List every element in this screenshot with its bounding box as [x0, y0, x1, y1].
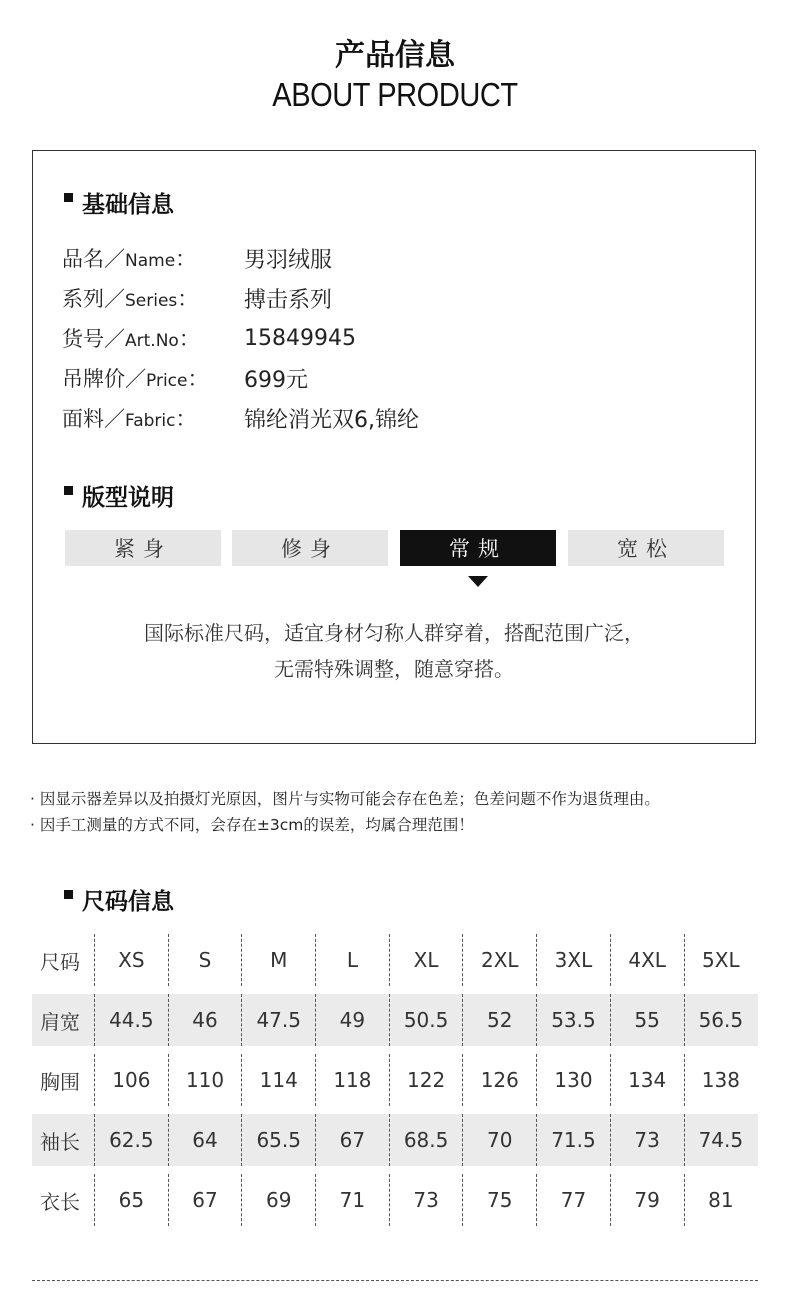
table-cell: 50.5: [389, 994, 463, 1046]
table-cell: 52: [462, 994, 536, 1046]
table-cell: 56.5: [684, 994, 758, 1046]
table-cell: 71: [315, 1174, 389, 1226]
table-cell: 73: [610, 1114, 684, 1166]
fit-description-line-1: 国际标准尺码，适宜身材匀称人群穿着，搭配范围广泛，: [144, 621, 644, 645]
table-cell: 67: [168, 1174, 242, 1226]
fit-option-regular: 常规: [400, 530, 556, 566]
table-cell: 65.5: [241, 1114, 315, 1166]
table-row: [32, 1170, 758, 1230]
table-cell: 110: [168, 1054, 242, 1106]
spec-row-fabric: [62, 402, 419, 434]
table-cell: 126: [462, 1054, 536, 1106]
table-cell: 81: [684, 1174, 758, 1226]
spec-row-series: [62, 282, 332, 314]
square-bullet-icon: [64, 890, 73, 899]
spec-row-name: [62, 242, 332, 274]
table-cell: 77: [536, 1174, 610, 1226]
spec-value: 699元: [244, 367, 308, 393]
spec-label: 货号／Art.No：: [62, 327, 200, 351]
fit-option-loose: 宽松: [568, 530, 724, 566]
table-row: [32, 1050, 758, 1110]
size-header-cell: 3XL: [536, 934, 610, 986]
page-title-en: ABOUT PRODUCT: [272, 76, 518, 113]
table-cell: 55: [610, 994, 684, 1046]
table-cell: 134: [610, 1054, 684, 1106]
row-label: 衣长: [40, 1189, 80, 1214]
spec-value: 15849945: [244, 325, 356, 351]
spec-value: 锦纶消光双6,锦纶: [244, 407, 419, 433]
table-cell: 71.5: [536, 1114, 610, 1166]
size-info-heading: 尺码信息: [64, 883, 174, 916]
spec-row-art-no: [62, 322, 356, 354]
table-cell: 69: [241, 1174, 315, 1226]
size-header-cell: L: [315, 934, 389, 986]
table-cell: 62.5: [94, 1114, 168, 1166]
table-cell: 44.5: [94, 994, 168, 1046]
fit-description-line-2: 无需特殊调整，随意穿搭。: [274, 657, 514, 681]
spec-label: 面料／Fabric：: [62, 407, 197, 431]
size-header-cell: 2XL: [462, 934, 536, 986]
size-header-cell: 4XL: [610, 934, 684, 986]
table-cell: 68.5: [389, 1114, 463, 1166]
square-bullet-icon: [64, 486, 73, 495]
table-cell: 46: [168, 994, 242, 1046]
table-cell: 114: [241, 1054, 315, 1106]
table-cell: 130: [536, 1054, 610, 1106]
table-cell: 79: [610, 1174, 684, 1226]
triangle-down-icon: [468, 576, 488, 587]
size-table: [32, 930, 758, 1230]
table-cell: 64: [168, 1114, 242, 1166]
table-cell: 74.5: [684, 1114, 758, 1166]
fit-option-slim: 修身: [232, 530, 388, 566]
spec-value: 男羽绒服: [244, 247, 333, 273]
size-header-row: [32, 930, 758, 990]
table-cell: 73: [389, 1174, 463, 1226]
table-row: [32, 1114, 758, 1166]
page-title-cn: 产品信息: [335, 38, 455, 73]
table-cell: 70: [462, 1114, 536, 1166]
size-header-label: 尺码: [40, 949, 80, 974]
spec-label: 品名／Name：: [62, 247, 197, 271]
table-cell: 75: [462, 1174, 536, 1226]
size-header-cell: XL: [389, 934, 463, 986]
spec-label: 吊牌价／Price：: [62, 367, 209, 391]
row-label: 胸围: [40, 1069, 80, 1094]
spec-row-price: [62, 362, 308, 394]
fit-heading: 版型说明: [64, 479, 174, 512]
table-cell: 106: [94, 1054, 168, 1106]
table-cell: 49: [315, 994, 389, 1046]
row-label: 袖长: [40, 1129, 80, 1154]
table-cell: 47.5: [241, 994, 315, 1046]
table-cell: 118: [315, 1054, 389, 1106]
table-cell: 67: [315, 1114, 389, 1166]
table-row: [32, 994, 758, 1046]
spec-label: 系列／Series：: [62, 287, 199, 311]
square-bullet-icon: [64, 193, 73, 202]
table-cell: 65: [94, 1174, 168, 1226]
note-color-difference: · 因显示器差异以及拍摄灯光原因，图片与实物可能会存在色差；色差问题不作为退货理由。: [30, 790, 660, 808]
table-cell: 122: [389, 1054, 463, 1106]
size-header-cell: 5XL: [684, 934, 758, 986]
spec-value: 搏击系列: [244, 287, 333, 313]
table-cell: 138: [684, 1054, 758, 1106]
size-header-cell: S: [168, 934, 242, 986]
basic-info-heading: 基础信息: [64, 186, 174, 219]
fit-option-tight: 紧身: [65, 530, 221, 566]
note-measurement-error: · 因手工测量的方式不同，会存在±3cm的误差，均属合理范围！: [30, 816, 474, 834]
size-header-cell: XS: [94, 934, 168, 986]
row-label: 肩宽: [40, 1009, 80, 1034]
size-header-cell: M: [241, 934, 315, 986]
bottom-divider: [32, 1280, 758, 1281]
table-cell: 53.5: [536, 994, 610, 1046]
